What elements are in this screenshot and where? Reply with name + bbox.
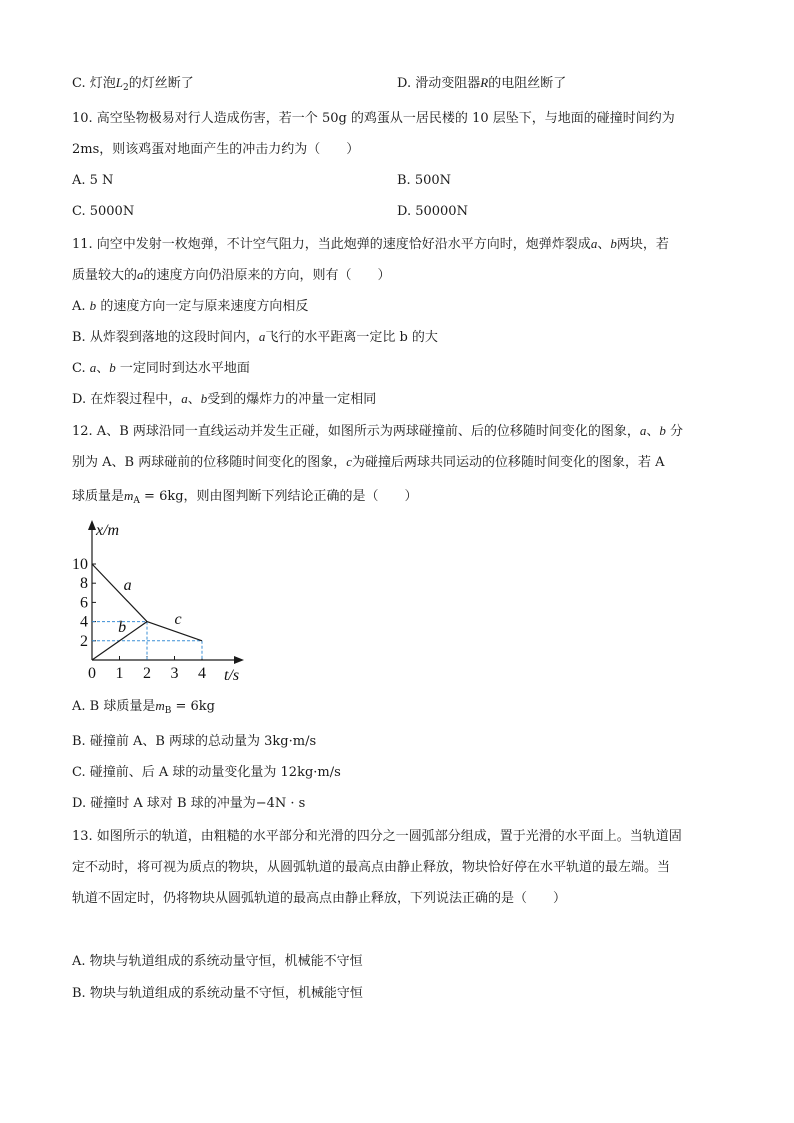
q13-stem-line2: 定不动时，将可视为质点的物块，从圆弧轨道的最高点由静止释放，物块恰好停在水平轨道的最左端。当 <box>72 860 671 875</box>
q12-option-d <box>72 795 305 813</box>
displacement-time-graph <box>72 515 262 685</box>
mass-symbol: m <box>155 698 165 713</box>
q13-option-b: B. 物块与轨道组成的系统动量不守恒，机械能守恒 <box>72 986 363 1001</box>
option-text: 一定同时到达水平地面 <box>119 361 250 376</box>
var-b: b <box>610 236 617 251</box>
mass-subscript: B <box>164 706 172 716</box>
separator: 、 <box>96 361 110 376</box>
separator: 、 <box>187 392 201 407</box>
option-tail: 飞行的水平距离一定比 b 的大 <box>265 330 438 345</box>
y-tick-label-6: 6 <box>80 594 88 612</box>
option-text: B. 从炸裂到落地的这段时间内， <box>72 330 259 345</box>
q12-stem-line1 <box>72 422 683 441</box>
var-a: a <box>639 423 647 438</box>
lamp-subscript: 2 <box>122 83 129 93</box>
q11-stem-line2 <box>72 266 391 285</box>
option-label: C. <box>72 361 86 376</box>
x-axis-label: t/s <box>224 667 240 684</box>
option-text: A. B 球质量是 <box>72 699 156 714</box>
q9-option-d <box>397 74 566 93</box>
q12-stem-text: 球质量是 <box>72 489 125 504</box>
q12-stem-tail: 分 <box>670 424 684 439</box>
series-label-b: b <box>118 619 127 637</box>
var-a: a <box>89 360 97 375</box>
y-tick-label-2: 2 <box>80 632 88 650</box>
q11-option-c <box>72 359 250 378</box>
q11-stem-text: 11. 向空中发射一枚炮弹，不计空气阻力，当此炮弹的速度恰好沿水平方向时，炮弹炸裂成 <box>72 237 591 252</box>
series-labels <box>118 577 181 636</box>
lamp-symbol: L <box>115 75 123 90</box>
y-tick-label-8: 8 <box>80 575 88 593</box>
separator: 、 <box>597 237 611 252</box>
q9-option-d-tail: 的电阻丝断了 <box>488 76 567 91</box>
q12-stem-tail: ，则由图判断下列结论正确的是（ ） <box>183 489 418 504</box>
var-c: c <box>346 454 352 469</box>
option-text: D. 碰撞时 A 球对 B 球的冲量为 <box>72 796 256 811</box>
q10-stem-line1: 10. 高空坠物极易对行人造成伤害，若一个 50g 的鸡蛋从一居民楼的 10 层坠下，与地面的碰撞时间约为 <box>72 111 675 126</box>
q11-stem-tail: 两块，若 <box>616 237 669 252</box>
var-a: a <box>258 329 266 344</box>
q12-option-c: C. 碰撞前、后 A 球的动量变化量为 12kg·m/s <box>72 765 341 780</box>
y-tick-label-10: 10 <box>72 556 88 573</box>
q13-stem-line3: 轨道不固定时，仍将物块从圆弧轨道的最高点由静止释放，下列说法正确的是（ ） <box>72 891 567 906</box>
var-b: b <box>659 423 666 438</box>
q11-stem-text: 质量较大的 <box>72 268 138 283</box>
q9-option-c-tail: 的灯丝断了 <box>128 76 194 91</box>
series-label-c: c <box>174 611 182 628</box>
var-a: a <box>181 391 188 406</box>
x-tick-label-1: 1 <box>115 665 124 682</box>
y-axis-arrow <box>88 520 96 530</box>
q10-option-b: B. 500N <box>397 173 452 188</box>
q12-stem-line2 <box>72 453 665 472</box>
impulse-value: −4N · s <box>255 796 306 811</box>
var-a: a <box>590 236 598 251</box>
mass-symbol: m <box>124 488 134 503</box>
q10-option-c: C. 5000N <box>72 204 135 219</box>
q11-option-b <box>72 328 438 347</box>
q13-option-a: A. 物块与轨道组成的系统动量守恒，机械能不守恒 <box>72 954 363 969</box>
q12-stem-text: 别为 A、B 两球碰前的位移随时间变化的图象， <box>72 455 347 470</box>
q12-stem-tail: 为碰撞后两球共同运动的位移随时间变化的图象，若 A <box>352 455 665 470</box>
axes <box>88 520 244 664</box>
mass-value: = 6kg <box>139 489 184 504</box>
option-label: A. <box>72 299 86 314</box>
q10-option-d: D. 50000N <box>397 204 468 219</box>
q9-option-c <box>72 74 194 97</box>
q9-option-d-text: D. 滑动变阻器 <box>397 76 481 91</box>
q11-option-a <box>72 297 308 316</box>
q12-option-a <box>72 697 215 720</box>
x-tick-label-2: 2 <box>143 665 151 682</box>
q9-option-c-text: C. 灯泡 <box>72 76 116 91</box>
series-lines <box>92 564 202 660</box>
q12-stem-text: 12. A、B 两球沿同一直线运动并发生正碰，如图所示为两球碰撞前、后的位移随时间变化的图象， <box>72 424 640 439</box>
option-tail: 受到的爆炸力的冲量一定相同 <box>207 392 377 407</box>
q11-stem-tail: 的速度方向仍沿原来的方向，则有（ ） <box>143 268 391 283</box>
x-tick-label-3: 3 <box>170 665 179 682</box>
separator: 、 <box>646 424 660 439</box>
var-b: b <box>109 360 116 375</box>
series-label-a: a <box>123 576 132 594</box>
q10-option-a: A. 5 N <box>72 173 114 188</box>
q12-option-b: B. 碰撞前 A、B 两球的总动量为 3kg·m/s <box>72 734 317 749</box>
q11-option-d <box>72 390 376 409</box>
var-b: b <box>200 391 208 406</box>
x-tick-label-0: 0 <box>88 665 96 682</box>
option-text: 的速度方向一定与原来速度方向相反 <box>100 299 309 314</box>
var-a: a <box>137 267 144 282</box>
mass-value: = 6kg <box>171 699 215 714</box>
q12-stem-line3 <box>72 487 418 510</box>
mass-subscript: A <box>133 496 140 506</box>
q11-stem-line1 <box>72 235 669 254</box>
dashed-guides <box>92 622 202 660</box>
option-text: D. 在炸裂过程中， <box>72 392 182 407</box>
var-b: b <box>89 298 97 313</box>
y-axis-label: x/m <box>96 522 120 539</box>
q13-stem-line1: 13. 如图所示的轨道，由粗糙的水平部分和光滑的四分之一圆弧部分组成，置于光滑的水平面上。当轨道固 <box>72 829 682 844</box>
x-axis-arrow <box>234 656 244 664</box>
x-tick-label-4: 4 <box>198 665 206 682</box>
q10-stem-line2: 2ms，则该鸡蛋对地面产生的冲击力约为（ ） <box>72 142 360 157</box>
series-line-a <box>92 564 147 622</box>
resistor-symbol: R <box>480 75 489 90</box>
y-tick-label-4: 4 <box>80 613 88 631</box>
